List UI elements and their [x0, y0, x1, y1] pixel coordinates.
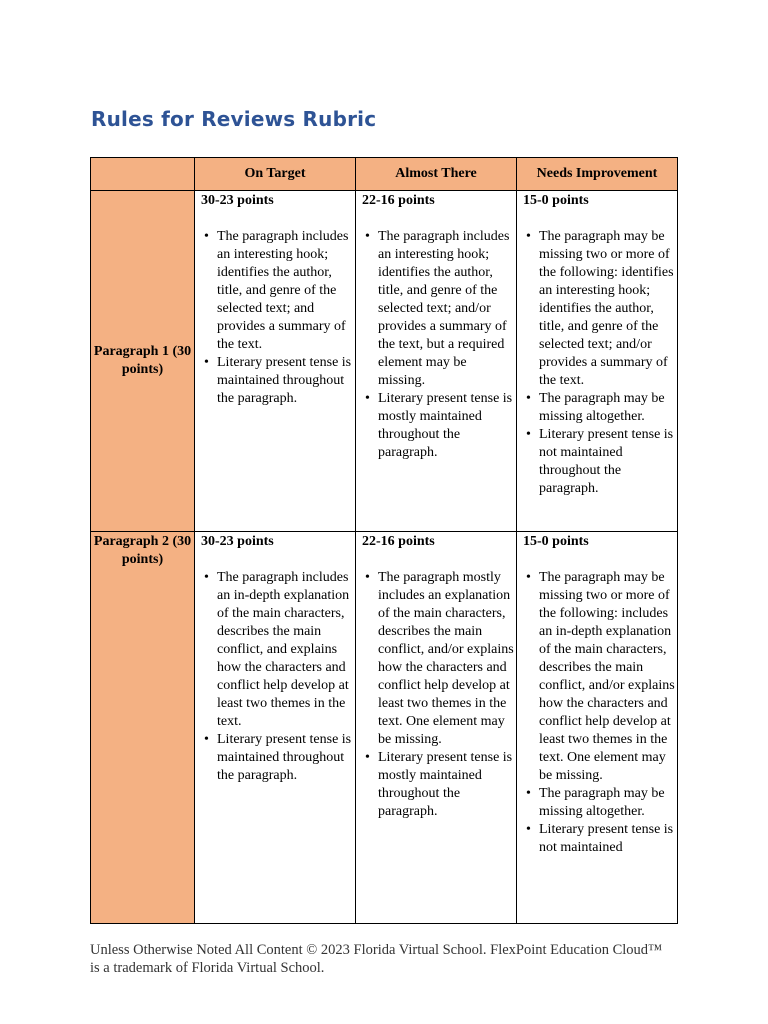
copyright-footer: Unless Otherwise Noted All Content © 2023 Florida Virtual School. FlexPoint Education Cloud™ is a trademark of Florida Virtual School.: [90, 942, 663, 976]
criteria-item: • Literary present tense is mostly maintained throughout the paragraph.: [362, 749, 514, 821]
cell-almost-there: [356, 191, 517, 532]
page-title: Rules for Reviews Rubric: [91, 107, 377, 131]
points-range: 22-16 points: [362, 193, 435, 208]
criteria-item: • Literary present tense is not maintained: [523, 821, 675, 857]
rubric-table: [90, 157, 678, 924]
cell-on-target: [195, 532, 356, 924]
criteria-item: • Literary present tense is maintained throughout the paragraph.: [201, 354, 353, 408]
table-row: [91, 532, 678, 924]
points-range: 22-16 points: [362, 534, 435, 549]
criteria-list: [523, 228, 675, 498]
criteria-item: • The paragraph includes an in-depth explanation of the main characters, describes the main conflict, and explains how the characters and conflict help develop at least two themes in the text.: [201, 569, 353, 731]
criteria-item: • The paragraph may be missing two or more of the following: includes an in-depth explanation of the main characters, describes the main conflict, and/or explains how the characters and conflict help develop at least two themes in the text. One element may be missing.: [523, 569, 675, 785]
criteria-item: • The paragraph may be missing altogether.: [523, 390, 675, 426]
header-on-target: On Target: [195, 158, 356, 191]
points-range: 15-0 points: [523, 193, 589, 208]
cell-needs-improvement: [517, 532, 678, 924]
criteria-item: • The paragraph includes an interesting hook; identifies the author, title, and genre of the selected text; and provides a summary of the text.: [201, 228, 353, 354]
header-almost-there: Almost There: [356, 158, 517, 191]
cell-on-target: [195, 191, 356, 532]
cell-almost-there: [356, 532, 517, 924]
criteria-item: • The paragraph may be missing altogether.: [523, 785, 675, 821]
points-range: 30-23 points: [201, 534, 274, 549]
criteria-item: • The paragraph includes an interesting hook; identifies the author, title, and genre of the selected text; and/or provides a summary of the text, but a required element may be missing.: [362, 228, 514, 390]
header-corner-cell: [91, 158, 195, 191]
criteria-item: • The paragraph mostly includes an explanation of the main characters, describes the main conflict, and/or explains how the characters and conflict help develop at least two themes in the text. One element may be missing.: [362, 569, 514, 749]
points-range: 30-23 points: [201, 193, 274, 208]
criteria-item: • Literary present tense is not maintained throughout the paragraph.: [523, 426, 675, 498]
criteria-item: • The paragraph may be missing two or more of the following: identifies an interesting hook; identifies the author, title, and genre of the selected text; and/or provides a summary of the text.: [523, 228, 675, 390]
points-range: 15-0 points: [523, 534, 589, 549]
table-header-row: [91, 158, 678, 191]
criteria-list: [201, 228, 353, 408]
criteria-item: • Literary present tense is maintained throughout the paragraph.: [201, 731, 353, 785]
criteria-list: [362, 228, 514, 462]
criteria-list: [362, 569, 514, 821]
row-label-paragraph-1: Paragraph 1 (30 points): [91, 191, 195, 532]
row-label-paragraph-2: Paragraph 2 (30 points): [91, 532, 195, 924]
criteria-item: • Literary present tense is mostly maintained throughout the paragraph.: [362, 390, 514, 462]
header-needs-improvement: Needs Improvement: [517, 158, 678, 191]
cell-needs-improvement: [517, 191, 678, 532]
criteria-list: [523, 569, 675, 857]
table-row: [91, 191, 678, 532]
criteria-list: [201, 569, 353, 785]
